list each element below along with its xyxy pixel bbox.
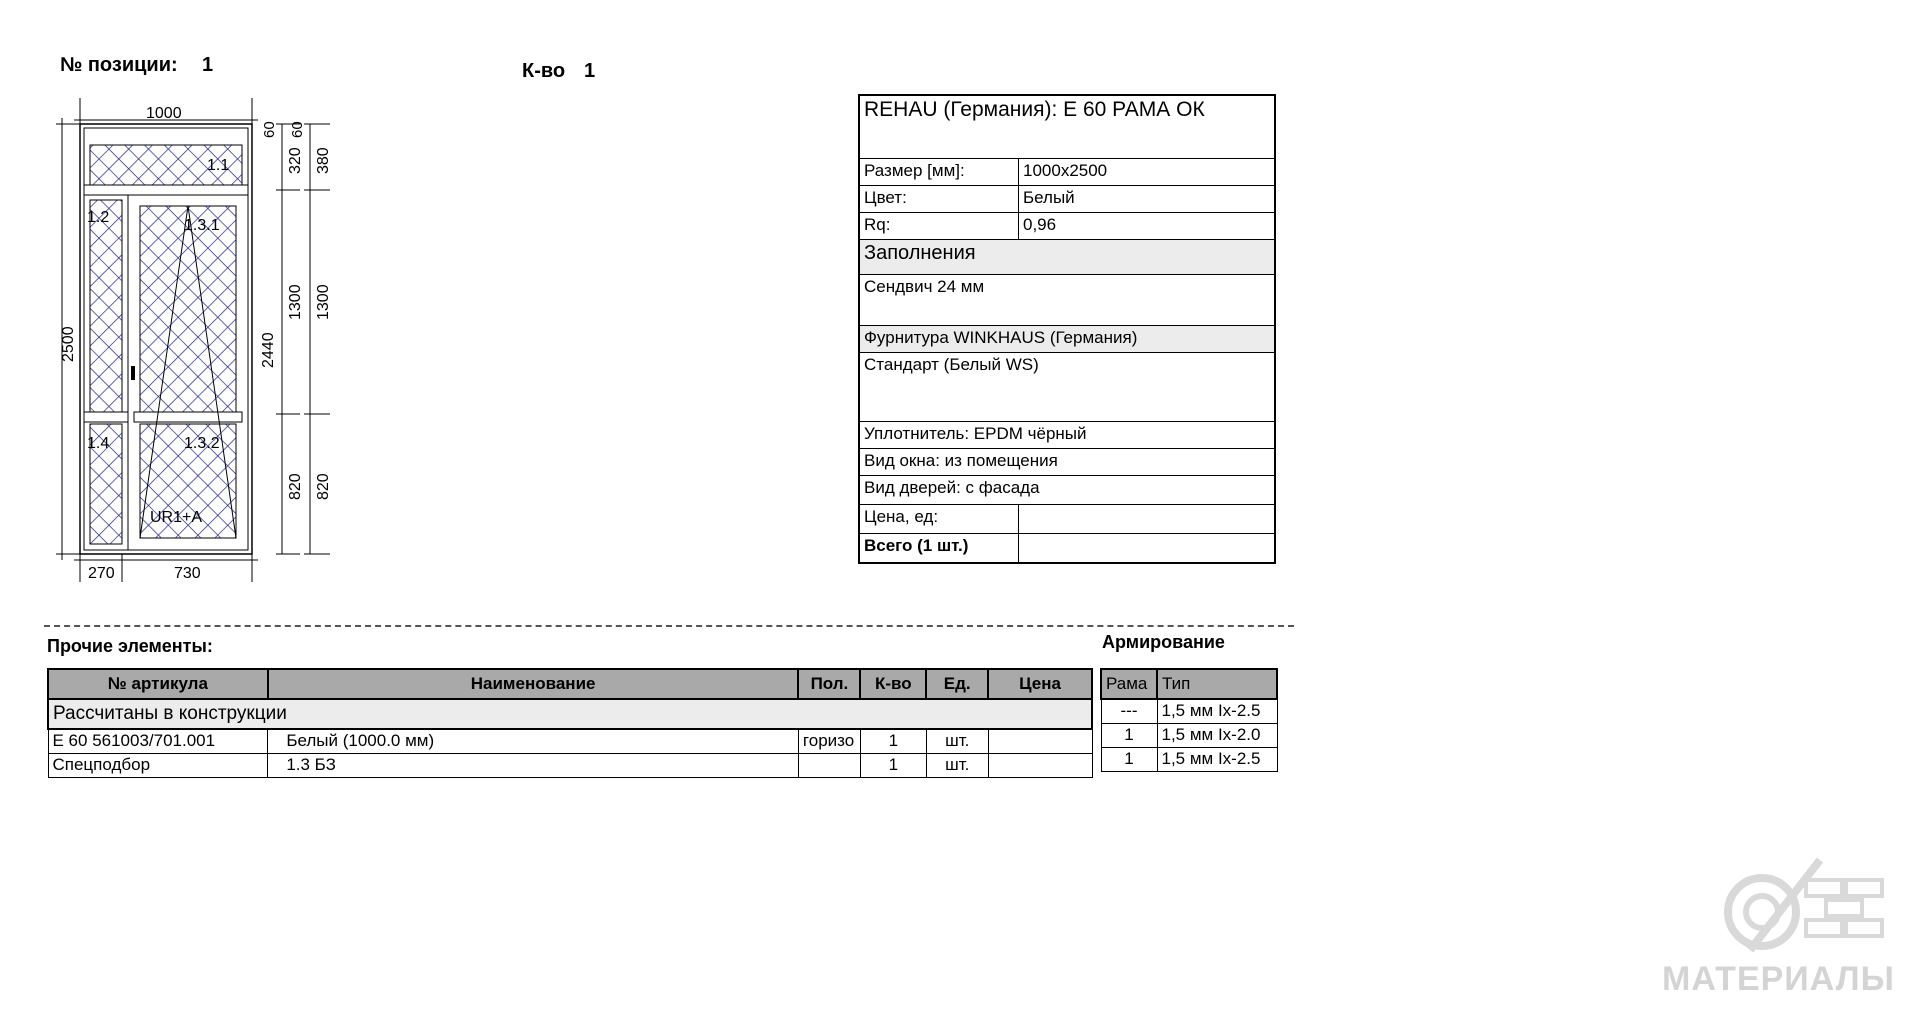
quantity-label: К-во bbox=[522, 60, 566, 82]
size-label: Размер [мм]: bbox=[860, 159, 1019, 185]
cell-type: 1,5 мм Ix-2.5 bbox=[1157, 747, 1277, 771]
cell-price bbox=[988, 729, 1092, 753]
cell-frame: --- bbox=[1101, 699, 1157, 723]
hardware-section: Фурнитура WINKHAUS (Германия) bbox=[860, 326, 1274, 352]
color-label: Цвет: bbox=[860, 186, 1019, 212]
label-transom: 1.1 bbox=[207, 157, 230, 174]
door-view: Вид дверей: с фасада bbox=[864, 478, 1040, 497]
dim-r2-c: 1300 bbox=[315, 284, 332, 320]
brick-wall-logo-icon bbox=[1710, 850, 1890, 960]
cell-frame: 1 bbox=[1101, 747, 1157, 771]
dim-height-inner: 2440 bbox=[260, 332, 277, 368]
position-label: № позиции: bbox=[60, 54, 178, 76]
door-panel-top bbox=[140, 206, 236, 412]
cell-price bbox=[988, 753, 1092, 777]
cell-unit: шт. bbox=[926, 753, 988, 777]
other-elements-table bbox=[47, 668, 1093, 778]
dim-r2-b: 380 bbox=[315, 147, 332, 174]
col-type: Тип bbox=[1157, 669, 1277, 699]
total-label: Всего (1 шт.) bbox=[860, 534, 1019, 562]
watermark-text: МАТЕРИАЛЫ bbox=[1662, 960, 1895, 998]
spec-title: REHAU (Германия): E 60 РАМА ОК bbox=[864, 98, 1205, 121]
fill-section: Заполнения bbox=[860, 240, 1274, 274]
other-elements-title: Прочие элементы: bbox=[47, 636, 213, 656]
watermark bbox=[1650, 850, 1920, 1000]
cell-type: 1,5 мм Ix-2.5 bbox=[1157, 699, 1277, 723]
col-pos: Пол. bbox=[798, 669, 860, 699]
dim-r1-b: 320 bbox=[287, 147, 304, 174]
cell-article: Спецподбор bbox=[48, 753, 268, 777]
table-row bbox=[1101, 747, 1277, 771]
col-price: Цена bbox=[988, 669, 1092, 699]
label-door-bottom: 1.3.2 bbox=[184, 435, 220, 452]
cell-frame: 1 bbox=[1101, 723, 1157, 747]
dim-r1-c: 1300 bbox=[287, 284, 304, 320]
reinforcement-table bbox=[1100, 668, 1278, 772]
label-door-top: 1.3.1 bbox=[184, 217, 220, 234]
dim-bottom-right: 730 bbox=[174, 565, 201, 582]
table-row bbox=[1101, 723, 1277, 747]
col-frame: Рама bbox=[1101, 669, 1157, 699]
label-side-top: 1.2 bbox=[87, 209, 110, 226]
cell-type: 1,5 мм Ix-2.0 bbox=[1157, 723, 1277, 747]
table-row bbox=[48, 729, 1092, 753]
cell-unit: шт. bbox=[926, 729, 988, 753]
position-value: 1 bbox=[202, 54, 214, 76]
cell-name: 1.3 БЗ bbox=[268, 753, 799, 777]
dashed-separator bbox=[44, 625, 1294, 627]
total-value bbox=[1019, 534, 1274, 562]
side-panel-top bbox=[90, 200, 122, 412]
rq-label: Rq: bbox=[860, 213, 1019, 239]
reinforcement-title: Армирование bbox=[1102, 632, 1225, 652]
window-view: Вид окна: из помещения bbox=[864, 451, 1058, 470]
col-qty: К-во bbox=[860, 669, 926, 699]
quantity-value: 1 bbox=[584, 60, 596, 82]
fill-value: Сендвич 24 мм bbox=[864, 277, 985, 296]
color-value: Белый bbox=[1023, 188, 1075, 207]
dim-r1-a: 60 bbox=[261, 121, 278, 138]
dim-r2-a: 60 bbox=[289, 121, 306, 138]
cell-name: Белый (1000.0 мм) bbox=[268, 729, 799, 753]
dim-bottom-left: 270 bbox=[88, 565, 115, 582]
cell-article: E 60 561003/701.001 bbox=[48, 729, 268, 753]
dim-r1-d: 820 bbox=[287, 473, 304, 500]
door-handle-icon bbox=[131, 366, 135, 380]
table-row bbox=[48, 753, 1092, 777]
dim-height: 2500 bbox=[60, 326, 77, 362]
cell-qty: 1 bbox=[860, 753, 926, 777]
spec-table bbox=[858, 94, 1276, 564]
cell-pos bbox=[798, 753, 860, 777]
cell-pos: горизо bbox=[798, 729, 860, 753]
label-hinge: UR1+A bbox=[150, 509, 203, 526]
hardware-value: Стандарт (Белый WS) bbox=[864, 355, 1039, 374]
dim-width: 1000 bbox=[146, 105, 182, 122]
door-drawing bbox=[0, 0, 360, 600]
label-side-bottom: 1.4 bbox=[87, 435, 110, 452]
cell-qty: 1 bbox=[860, 729, 926, 753]
dim-r2-d: 820 bbox=[315, 473, 332, 500]
col-article: № артикула bbox=[48, 669, 268, 699]
size-value: 1000x2500 bbox=[1023, 161, 1108, 180]
col-unit: Ед. bbox=[926, 669, 988, 699]
seal-text: Уплотнитель: EPDM чёрный bbox=[864, 424, 1087, 443]
price-label: Цена, ед: bbox=[860, 505, 1019, 533]
rq-value: 0,96 bbox=[1023, 215, 1057, 234]
table-row bbox=[1101, 699, 1277, 723]
price-value bbox=[1019, 505, 1274, 533]
group-row: Рассчитаны в конструкции bbox=[48, 699, 1092, 729]
col-name: Наименование bbox=[268, 669, 799, 699]
